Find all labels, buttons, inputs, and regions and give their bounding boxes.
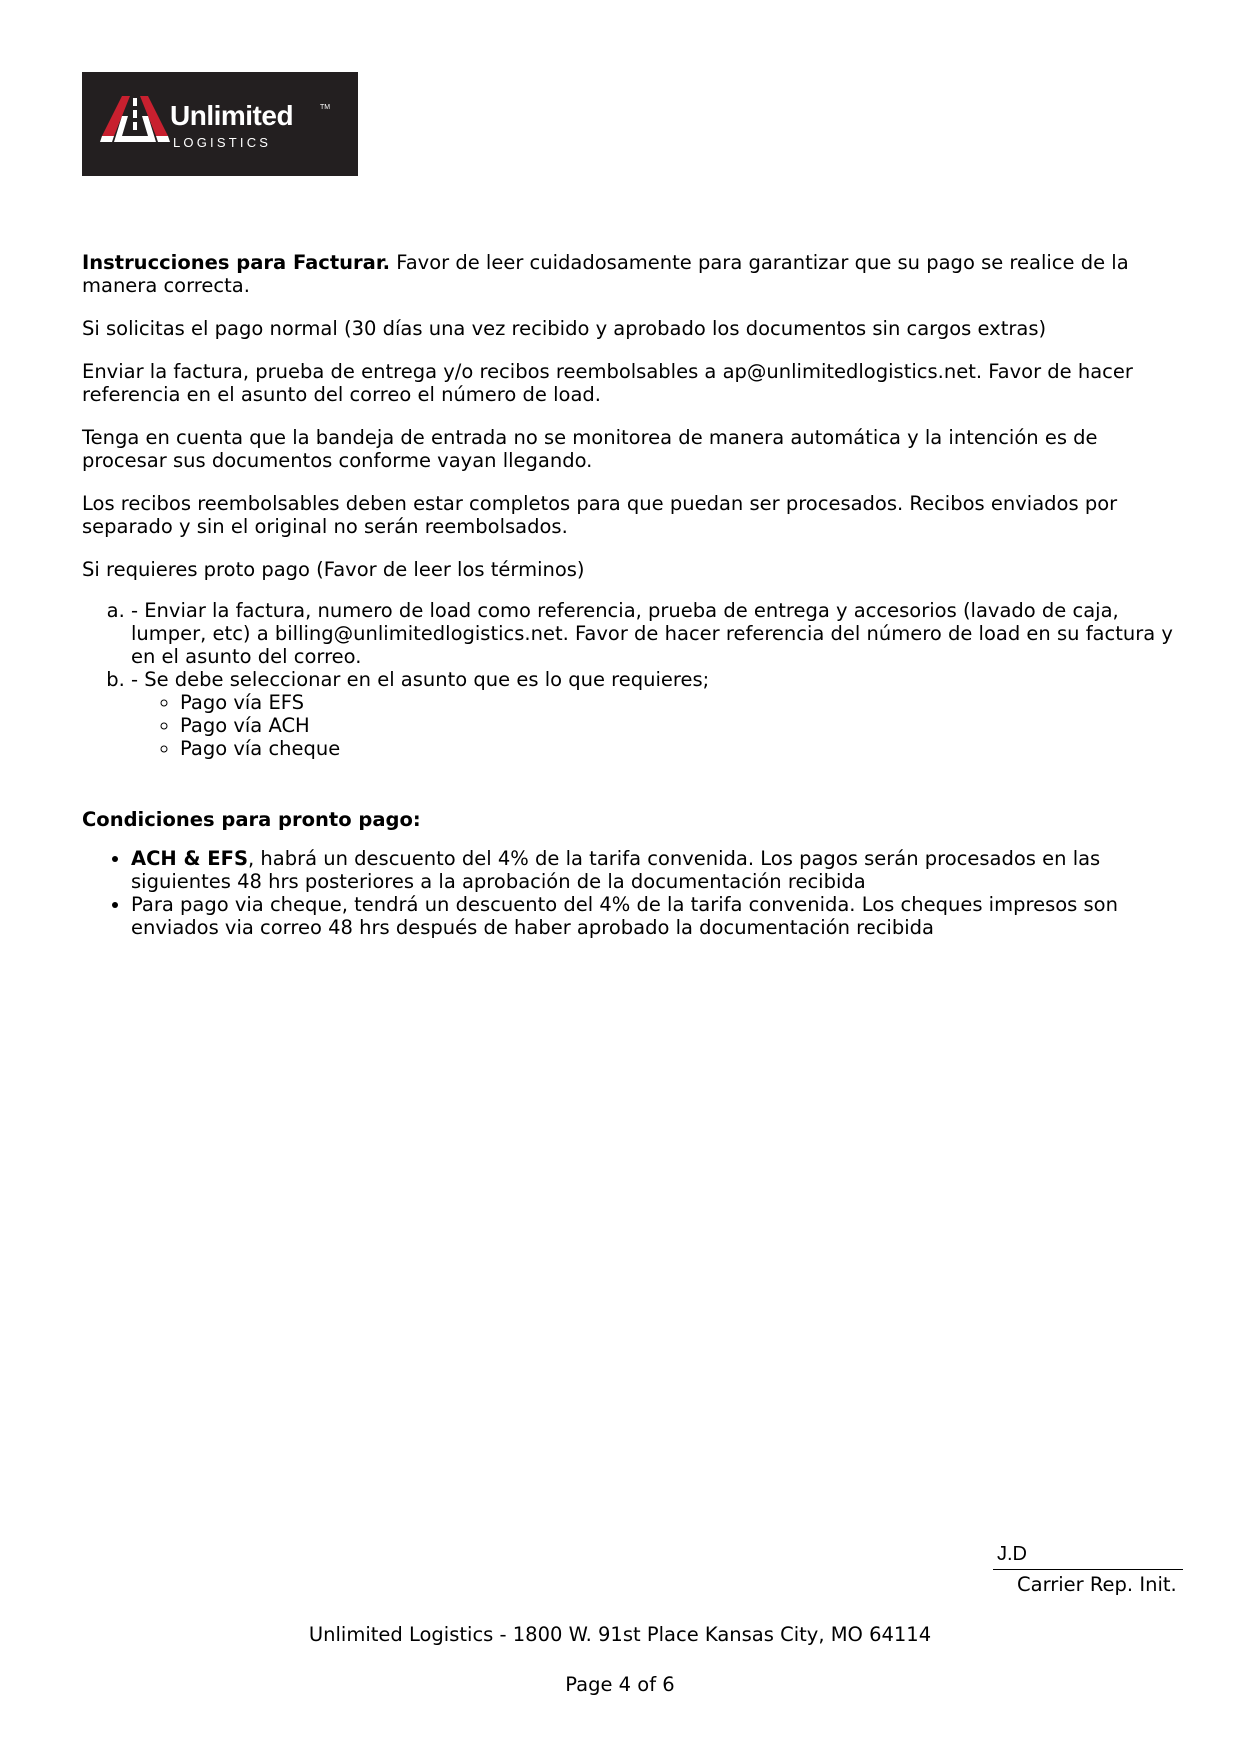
- company-logo: [82, 72, 358, 176]
- paragraph-normal-payment: Si solicitas el pago normal (30 días una vez recibido y aprobado los documentos sin cargos extras): [82, 317, 1047, 340]
- paragraph-quick-pay: Si requieres proto pago (Favor de leer los términos): [82, 558, 585, 581]
- condition-bold: ACH & EFS: [131, 847, 248, 870]
- step-item: [131, 668, 1182, 760]
- document-body: [82, 251, 1182, 939]
- footer-address: Unlimited Logistics - 1800 W. 91st Place Kansas City, MO 64114: [308, 1623, 932, 1646]
- conditions-title-text: Condiciones para pronto pago:: [82, 808, 421, 831]
- quick-pay-steps: [82, 599, 1182, 760]
- condition-item: [131, 893, 1182, 939]
- intro-heading: Instrucciones para Facturar.: [82, 251, 391, 274]
- step-item: [131, 599, 1182, 668]
- signature-label: Carrier Rep. Init.: [1017, 1573, 1177, 1596]
- logo-subtitle: LOGISTICS: [173, 135, 272, 150]
- condition-item: [131, 847, 1182, 893]
- intro-paragraph: [82, 251, 1182, 297]
- step-text: - Se debe seleccionar en el asunto que es lo que requieres;: [131, 668, 710, 691]
- intro-text: Favor de leer cuidadosamente para garantizar que su pago se realice de la manera correcta.: [82, 251, 1129, 297]
- page-number: Page 4 of 6: [565, 1673, 675, 1696]
- payment-option: ◦ Pago vía EFS: [180, 691, 1182, 714]
- payment-option: ◦ Pago vía cheque: [180, 737, 1182, 760]
- logo-wordmark: Unlimited: [170, 100, 294, 131]
- logo-trademark: TM: [320, 104, 331, 111]
- conditions-title: [82, 808, 1182, 831]
- signature-line: [993, 1569, 1183, 1570]
- road-logo-icon: [100, 96, 170, 152]
- conditions-list: [82, 847, 1182, 939]
- payment-options-list: [131, 691, 1182, 760]
- paragraph-inbox-notice: Tenga en cuenta que la bandeja de entrada no se monitorea de manera automática y la intención es de procesar sus documentos conforme vayan llegando.: [82, 426, 1098, 472]
- paragraph-send-invoice: Enviar la factura, prueba de entrega y/o recibos reembolsables a ap@unlimitedlogistics.net. Favor de hacer referencia en el asunto del correo el número de load.: [82, 360, 1133, 406]
- condition-text: Para pago via cheque, tendrá un descuento del 4% de la tarifa convenida. Los cheques impresos son enviados via correo 48 hrs después de haber aprobado la documentación recibida: [131, 893, 1118, 939]
- condition-text: , habrá un descuento del 4% de la tarifa convenida. Los pagos serán procesados en las siguientes 48 hrs posteriores a la aprobación de la documentación recibida: [131, 847, 1101, 893]
- step-text: - Enviar la factura, numero de load como referencia, prueba de entrega y accesorios (lavado de caja, lumper, etc) a billing@unlimitedlogistics.net. Favor de hacer referencia del número de load en su factura y en el asunto del correo.: [131, 599, 1173, 668]
- carrier-initials: J.D: [997, 1543, 1027, 1565]
- payment-option: ◦ Pago vía ACH: [180, 714, 1182, 737]
- paragraph-receipts: Los recibos reembolsables deben estar completos para que puedan ser procesados. Recibos enviados por separado y sin el original no serán reembolsados.: [82, 492, 1118, 538]
